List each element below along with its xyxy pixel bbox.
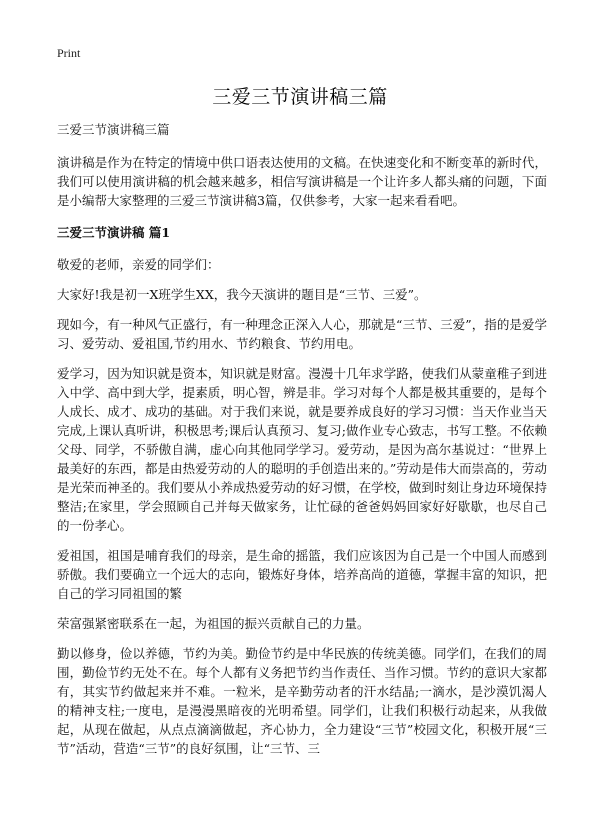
paragraph-frugality: 勤以修身，俭以养德，节约为美。勤俭节约是中华民族的传统美德。同学们，在我们的周围，勤俭节约无处不在。每个人都有义务把节约当作责任、当作习惯。节约的意识大家都有，其实节约做起来并不难。一粒米，是辛勤劳动者的汗水结晶;一滴水，是沙漠饥渴人的精神支柱;一度电，是漫漫黑暗夜的光明希望。同学们，让我们积极行动起来，从我做起，从现在做起，从点点滴滴做起，齐心协力，全力建设“三节”校园文化，积极开展“三节”活动，营造“三节”的良好氛围，让“三节、三	[57, 646, 547, 756]
intro-paragraph: 演讲稿是作为在特定的情境中供口语表达使用的文稿。在快速变化和不断变革的新时代，我们可以使用演讲稿的机会越来越多，相信写演讲稿是一个让许多人都头痛的问题，下面是小编帮大家整理的三爱三节演讲稿3篇，仅供参考，大家一起来看看吧。	[57, 155, 547, 208]
paragraph-trend: 现如今，有一种风气正盛行，有一种理念正深入人心，那就是“三节、三爱”，指的是爱学习、爱劳动、爱祖国,节约用水、节约粮食、节约用电。	[57, 317, 547, 351]
paragraph-prosperity: 荣富强紧密联系在一起，为祖国的振兴贡献自己的力量。	[57, 616, 370, 631]
document-title: 三爱三节演讲稿三篇	[212, 86, 388, 108]
paragraph-salutation: 敬爱的老师，亲爱的同学们：	[57, 257, 220, 272]
document-subtitle: 三爱三节演讲稿三篇	[57, 122, 170, 137]
print-link[interactable]: Print	[57, 46, 81, 60]
paragraph-love-learning: 爱学习，因为知识就是资本，知识就是财富。漫漫十几年求学路，使我们从蒙童稚子到进入中学、高中到大学，提素质，明心智，辨是非。学习对每个人都是极其重要的，是每个人成长、成才、成功的基础。对于我们来说，就是要养成良好的学习习惯：当天作业当天完成,上课认真听讲，积极思考;课后认真预习、复习;做作业专心致志，书写工整。不依赖父母、同学，不骄傲自满，虚心向其他同学学习。爱劳动，是因为高尔基说过：“世界上最美好的东西，都是由热爱劳动的人的聪明的手创造出来的。”劳动是伟大而崇高的，劳动是光荣而神圣的。我们要从小养成热爱劳动的好习惯，在学校，做到时刻让身边环境保持整洁;在家里，学会照顾自己并每天做家务，让忙碌的爸爸妈妈回家好好歇歇，也尽自己的一份孝心。	[57, 366, 547, 533]
paragraph-greeting: 大家好!我是初一X班学生XX，我今天演讲的题目是“三节、三爱”。	[57, 287, 427, 302]
document-body	[57, 120, 547, 769]
paragraph-love-country: 爱祖国，祖国是哺育我们的母亲，是生命的摇篮，我们应该因为自己是一个中国人而感到骄傲。我们要确立一个远大的志向，锻炼好身体，培养高尚的道德，掌握丰富的知识，把自己的学习同祖国的繁	[57, 548, 547, 601]
section-heading: 三爱三节演讲稿 篇1	[57, 225, 171, 240]
